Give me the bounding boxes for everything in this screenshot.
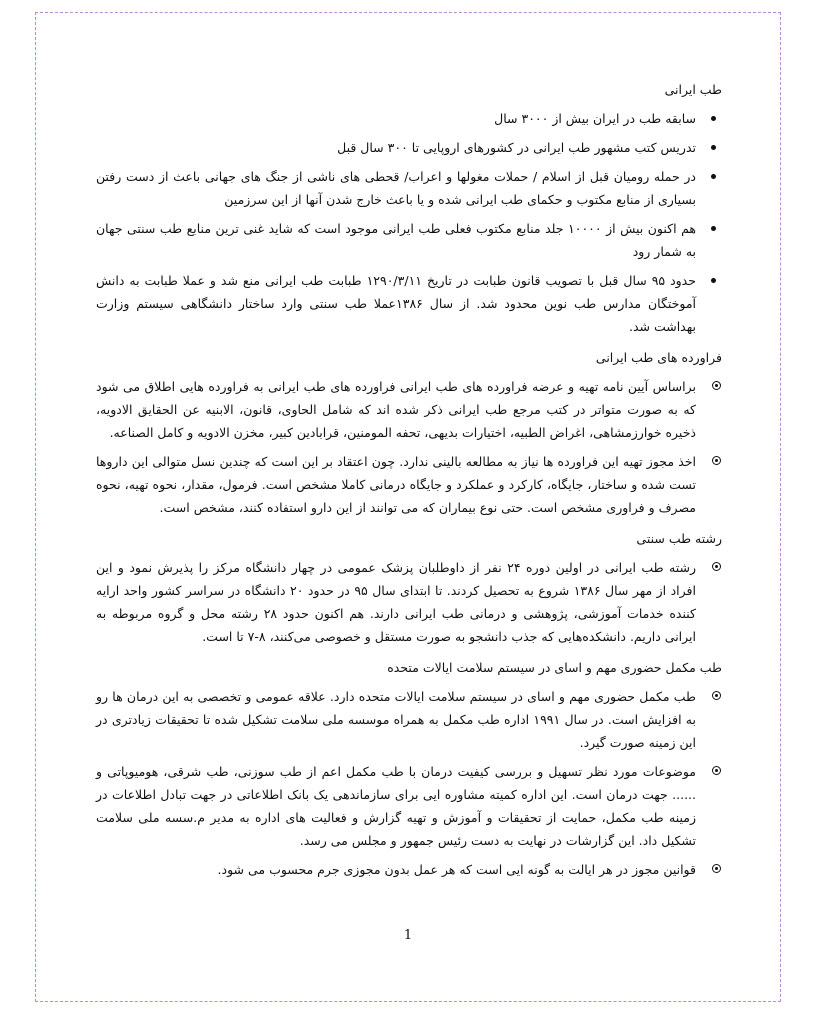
bullet-target-icon bbox=[712, 864, 721, 873]
bullet-target-icon bbox=[712, 381, 721, 390]
bullet-target-icon bbox=[712, 456, 721, 465]
list-item-text: هم اکنون بیش از ۱۰۰۰۰ جلد منابع مکتوب فعلی طب ایرانی موجود است که شاید غنی ترین منابع طب سنتی جهان به شمار رود bbox=[96, 221, 696, 259]
list-item bbox=[96, 760, 722, 852]
list-item-text: حدود ۹۵ سال قبل با تصویب قانون طبابت در تاریخ ۱۲۹۰/۳/۱۱ طبابت طب ایرانی منع شد و عملا طبابت به دانش آموختگان مدارس طب نوین محدود شد. از سال ۱۳۸۶عملا طب سنتی وارد ساختار دانشگاهی سیستم وزارت بهداشت شد. bbox=[96, 273, 697, 334]
section-heading: فراورده های طب ایرانی bbox=[595, 350, 722, 365]
list-item bbox=[96, 858, 722, 881]
bullet-dot-icon bbox=[711, 116, 716, 121]
document-body bbox=[96, 78, 722, 889]
list-item bbox=[96, 375, 722, 444]
list-item-text: رشته طب ایرانی در اولین دوره ۲۴ نفر از داوطلبان پزشک عمومی در چهار دانشگاه مرکز را پذیرش نمود و این افراد از مهر سال ۱۳۸۶ شروع به تحصیل کردند. تا ابتدای سال ۹۵ در حدود ۲۰ دانشگاه در سراسر کشور واحد ارایه کننده خدمات آموزشی، پژوهشی و درمانی طب ایرانی دارند. هم اکنون حدود ۲۸ رشته محل و گروه مربوطه به ایرانی داریم. دانشکده‌هایی که جذب دانشجو به صورت مستقل و خصوصی می‌کنند، ۸-۷ تا است. bbox=[96, 560, 696, 644]
bullet-list bbox=[96, 556, 722, 648]
bullet-dot-icon bbox=[711, 145, 716, 150]
list-item-text: براساس آیین نامه تهیه و عرضه فراورده های طب ایرانی فراورده های طب ایرانی به فراورده هایی اطلاق می شود که به صورت متواتر در کتب مرجع طب ایرانی ذکر شده اند که شامل الحاوی، قانون، الابنیه عن الحقایق الادویه، ذخیره خوارزمشاهی، اغراض الطبیه، اختیارات بدیهی، تحفه المومنین، قرابادین کبیر، مخزن الادویه و کامل الصناعه. bbox=[96, 379, 696, 440]
list-item-text: قوانین مجوز در هر ایالت به گونه ایی است که هر عمل بدون مجوزی جرم محسوب می شود. bbox=[217, 862, 696, 877]
list-item-text: طب مکمل حضوری مهم و اسای در سیستم سلامت ایالات متحده دارد. علاقه عمومی و تخصصی به این درمان ها رو به افزایش است. در سال ۱۹۹۱ اداره طب مکمل به همراه موسسه ملی سلامت تشکیل شده تا تحقیقات زیادتری در این زمینه صورت گیرد. bbox=[96, 689, 696, 750]
bullet-list bbox=[96, 685, 722, 881]
bullet-list bbox=[96, 375, 722, 519]
bullet-list bbox=[96, 107, 722, 338]
section bbox=[96, 656, 722, 881]
list-item-text: سابقه طب در ایران بیش از ۳۰۰۰ سال bbox=[494, 111, 696, 126]
section bbox=[96, 346, 722, 519]
list-item bbox=[96, 107, 722, 130]
section bbox=[96, 527, 722, 648]
list-item bbox=[96, 450, 722, 519]
bullet-dot-icon bbox=[711, 278, 716, 283]
list-item bbox=[96, 217, 722, 263]
list-item bbox=[96, 136, 722, 159]
section-heading: طب ایرانی bbox=[664, 82, 722, 97]
list-item-text: تدریس کتب مشهور طب ایرانی در کشورهای اروپایی تا ۳۰۰ سال قبل bbox=[337, 140, 696, 155]
section-heading: رشته طب سنتی bbox=[636, 531, 722, 546]
list-item-text: در حمله رومیان قبل از اسلام / حملات مغولها و اعراب/ قحطی های ناشی از جنگ های جهانی باعث از دست رفتن بسیاری از منابع مکتوب و حکمای طب ایرانی شده و یا باعث خارج شدن آنها از این سرزمین bbox=[96, 169, 696, 207]
list-item-text: اخذ مجوز تهیه این فراورده ها نیاز به مطالعه بالینی ندارد. چون اعتقاد بر این است که چندین نسل متوالی این داروها تست شده و ساختار، جایگاه، کارکرد و عملکرد و جایگاه درمانی کاملا مشخص است. فرمول، مقدار، نحوه تهیه، نحوه مصرف و فراوری مشخص است. حتی نوع بیماران که می توانند از این دارو استفاده کنند، مشخص است. bbox=[96, 454, 696, 515]
list-item bbox=[96, 165, 722, 211]
list-item bbox=[96, 556, 722, 648]
section bbox=[96, 78, 722, 338]
list-item bbox=[96, 269, 722, 338]
bullet-target-icon bbox=[712, 766, 721, 775]
bullet-target-icon bbox=[712, 562, 721, 571]
list-item-text: موضوعات مورد نظر تسهیل و بررسی کیفیت درمان با طب مکمل اعم از طب سوزنی، طب شرقی، هومیوپاتی و ...... جهت درمان است. این اداره کمیته مشاوره ایی برای سازماندهی یک بانک اطلاعاتی در جهت تبادل اطلاعات در زمینه طب مکمل، حمایت از تحقیقات و آموزش و تهیه گزارش و فعالیت های اداره به مدیر م.سسه ملی سلامت تشکیل داد. این گزارشات در نهایت به دست رئیس جمهور و مجلس می رسد. bbox=[96, 764, 696, 848]
bullet-target-icon bbox=[712, 691, 721, 700]
list-item bbox=[96, 685, 722, 754]
section-heading: طب مکمل حضوری مهم و اسای در سیستم سلامت ایالات متحده bbox=[387, 660, 722, 675]
bullet-dot-icon bbox=[711, 226, 716, 231]
bullet-dot-icon bbox=[711, 174, 716, 179]
page-number: 1 bbox=[403, 928, 413, 943]
